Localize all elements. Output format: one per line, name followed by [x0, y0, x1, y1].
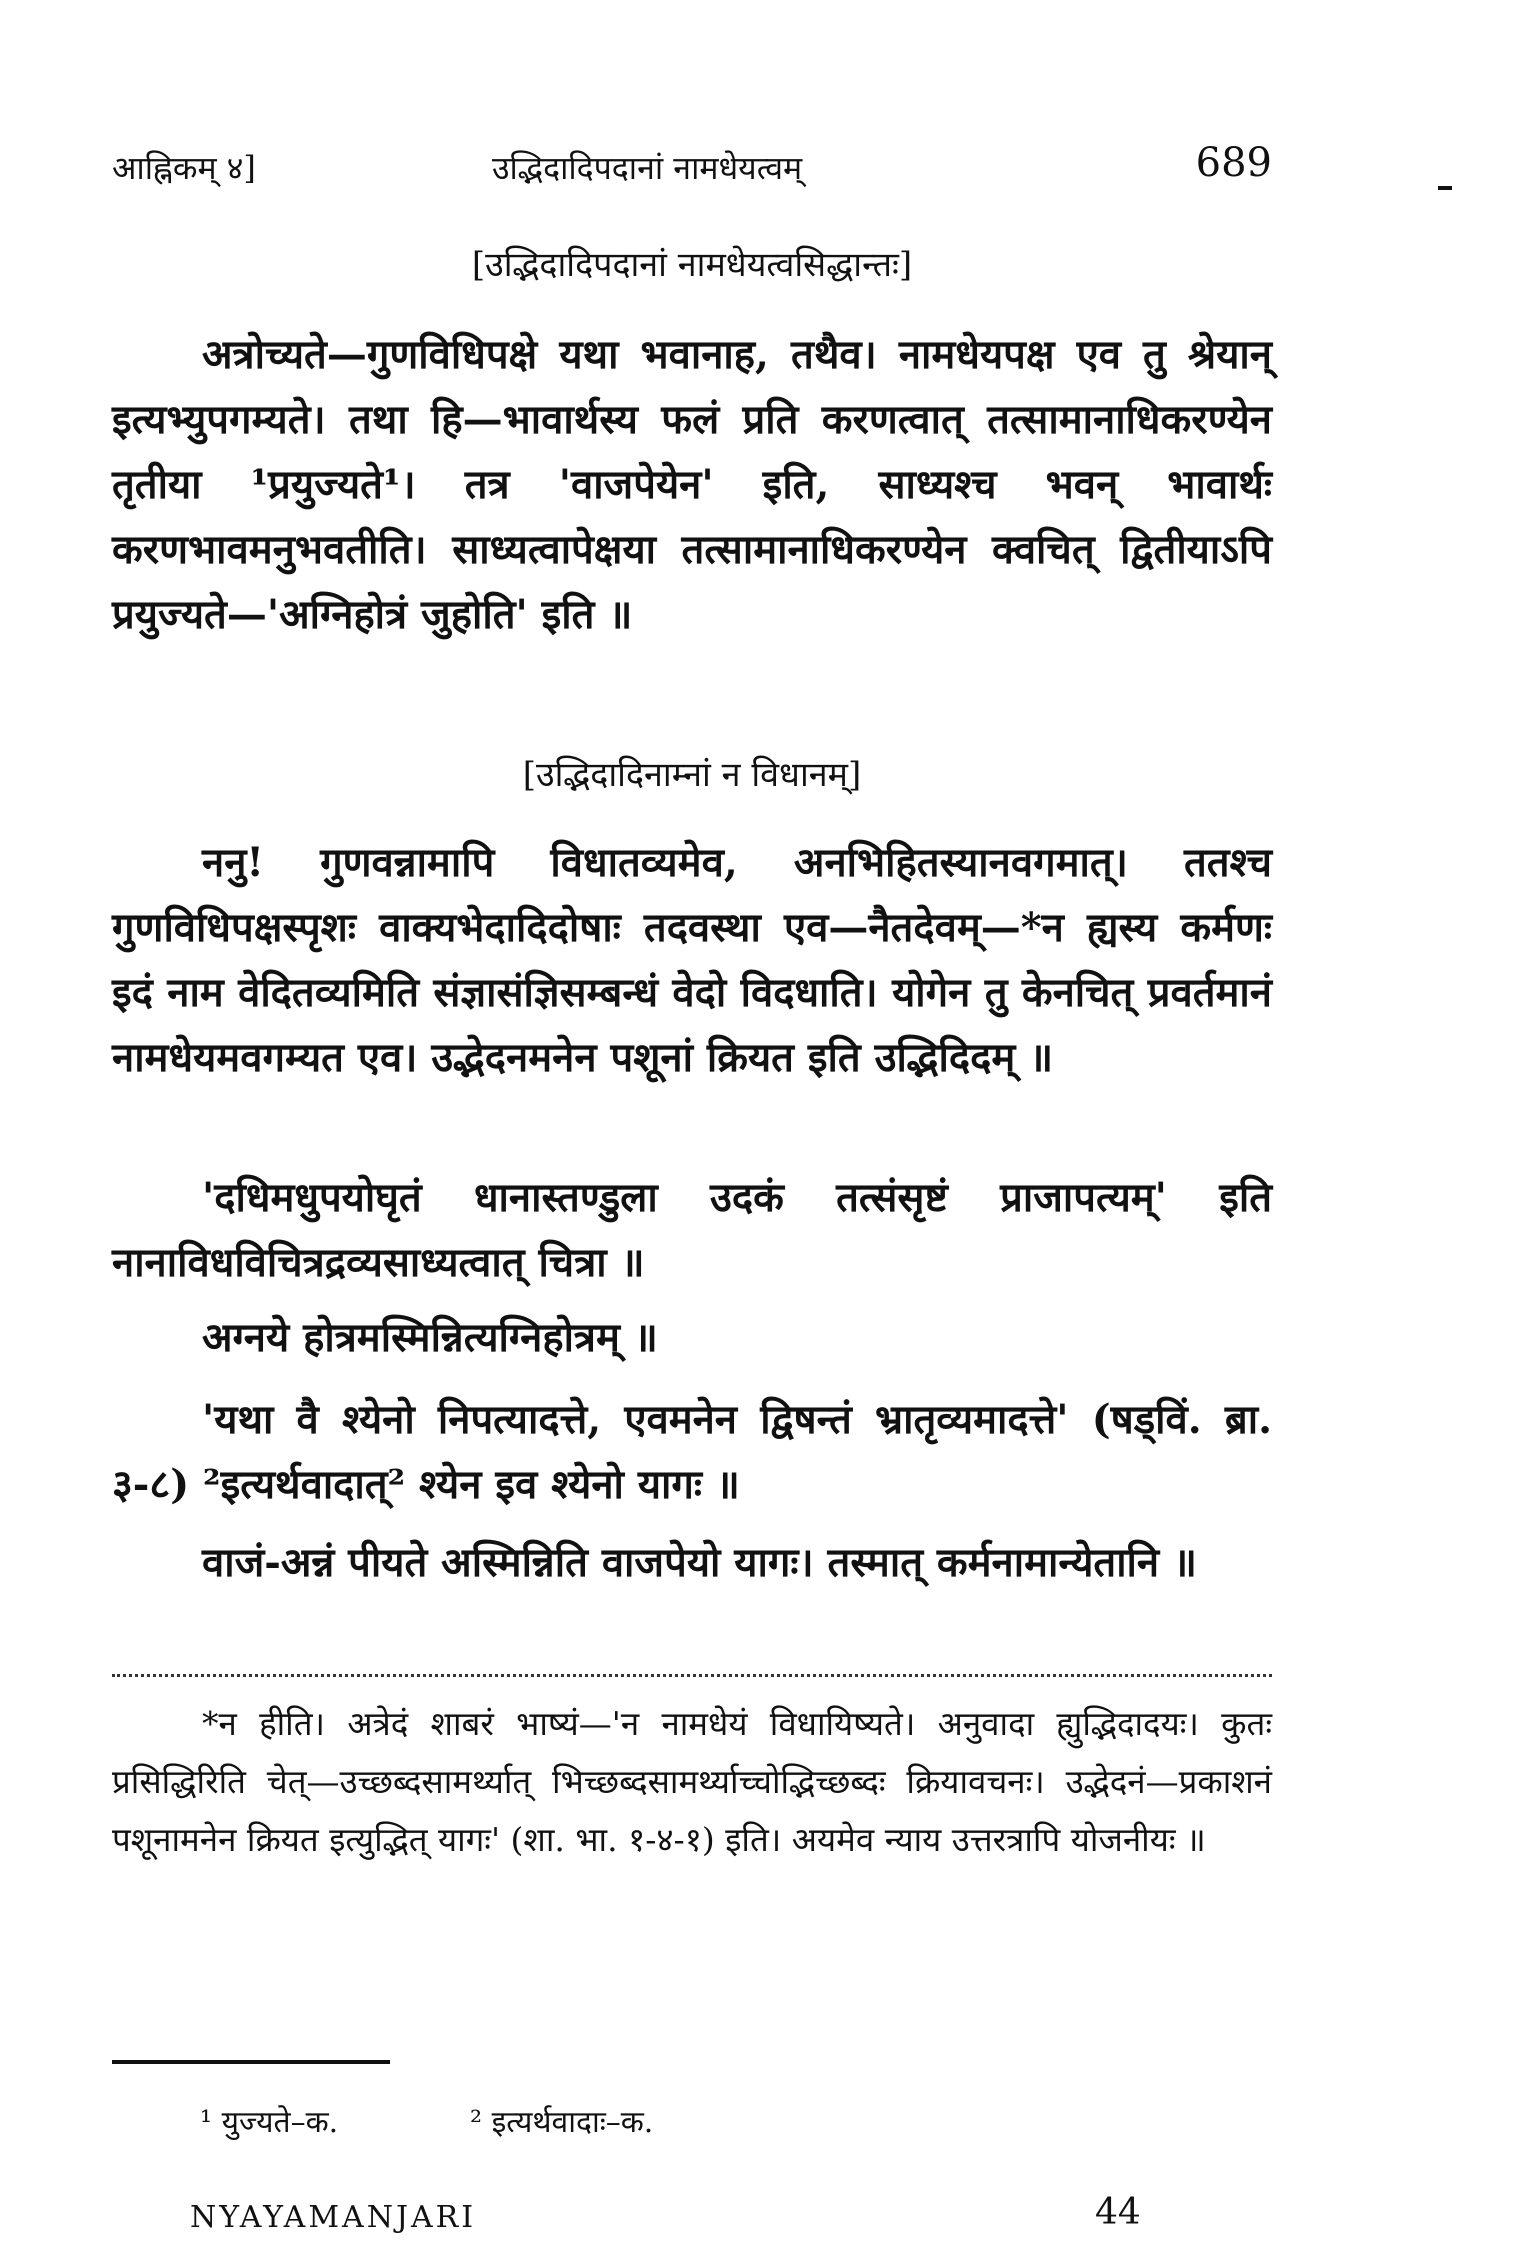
- footnote-rule: [112, 2060, 390, 2064]
- commentary-note: *न हीति। अत्रेदं शाबरं भाष्यं—'न नामधेयं विधायिष्यते। अनुवादा ह्युद्भिदादयः। कुतः प्रसिद्धिरिति चेत्—उच्छब्दसामर्थ्यात् भिच्छब्दसामर्थ्याच्चोद्भिच्छब्दः क्रियावचनः। उद्भेदनं—प्रकाशनं पशूनामनेन क्रियत इत्युद्भित् यागः' (शा. भा. १-४-१) इति। अयमेव न्याय उत्तरत्रापि योजनीयः ॥: [112, 1704, 1272, 1859]
- footnote-1: ¹ युज्यते–क.: [200, 2105, 339, 2140]
- section-heading-1: [उद्भिदादिपदानां नामधेयत्वसिद्धान्तः]: [471, 245, 913, 285]
- paragraph-5: 'यथा वै श्येनो निपत्यादत्ते, एवमनेन द्विषन्तं भ्रातृव्यमादत्ते' (षड्विं. ब्रा. ३-८) ²इत्यर्थवादात्² श्येन इव श्येनो यागः ॥: [112, 1396, 1272, 1508]
- paragraph-3: 'दधिमधुपयोघृतं धानास्तण्डुला उदकं तत्संसृष्टं प्राजापत्यम्' इति नानाविधविचित्रद्रव्यसाध्यत्वात् चित्रा ॥: [112, 1174, 1272, 1286]
- header-title: उद्भिदादिपदानां नामधेयत्वम्: [492, 149, 803, 187]
- signature-number: 44: [1095, 2192, 1141, 2233]
- footer-title: NYAYAMANJARI: [190, 2200, 477, 2235]
- paragraph-6: वाजं-अन्नं पीयते अस्मिन्निति वाजपेयो यागः। तस्मात् कर्मनामान्येतानि ॥: [202, 1539, 1198, 1586]
- paragraph-4: अग्नये होत्रमस्मिन्नित्यग्निहोत्रम् ॥: [202, 1314, 658, 1361]
- page-number: 689: [1195, 140, 1272, 186]
- dotted-divider: [112, 1674, 1272, 1677]
- footnote-2: ² इत्यर्थवादाः–क.: [470, 2105, 654, 2140]
- paragraph-1: अत्रोच्यते—गुणविधिपक्षे यथा भवानाह, तथैव। नामधेयपक्ष एव तु श्रेयान् इत्यभ्युपगम्यते। तथा हि—भावार्थस्य फलं प्रति करणत्वात् तत्सामानाधिकरण्येन तृतीया ¹प्रयुज्यते¹। तत्र 'वाजपेयेन' इति, साध्यश्च भवन् भावार्थः करणभावमनुभवतीति। साध्यत्वापेक्षया तत्सामानाधिकरण्येन क्वचित् द्वितीयाऽपि प्रयुज्यते—'अग्निहोत्रं जुहोति' इति ॥: [112, 331, 1272, 638]
- paragraph-2: ननु! गुणवन्नामापि विधातव्यमेव, अनभिहितस्यानवगमात्। ततश्च गुणविधिपक्षस्पृशः वाक्यभेदादिदोषाः तदवस्था एव—नैतदेवम्—*न ह्यस्य कर्मणः इदं नाम वेदितव्यमिति संज्ञासंज्ञिसम्बन्धं वेदो विदधाति। योगेन तु केनचित् प्रवर्तमानं नामधेयमवगम्यत एव। उद्भेदनमनेन पशूनां क्रियत इति उद्भिदिदम् ॥: [112, 839, 1272, 1081]
- section-heading-2: [उद्भिदादिनाम्नां न विधानम्]: [522, 755, 862, 795]
- running-header: [112, 140, 1272, 200]
- header-chapter: आह्निकम् ४]: [112, 149, 256, 187]
- margin-mark: [1438, 186, 1452, 190]
